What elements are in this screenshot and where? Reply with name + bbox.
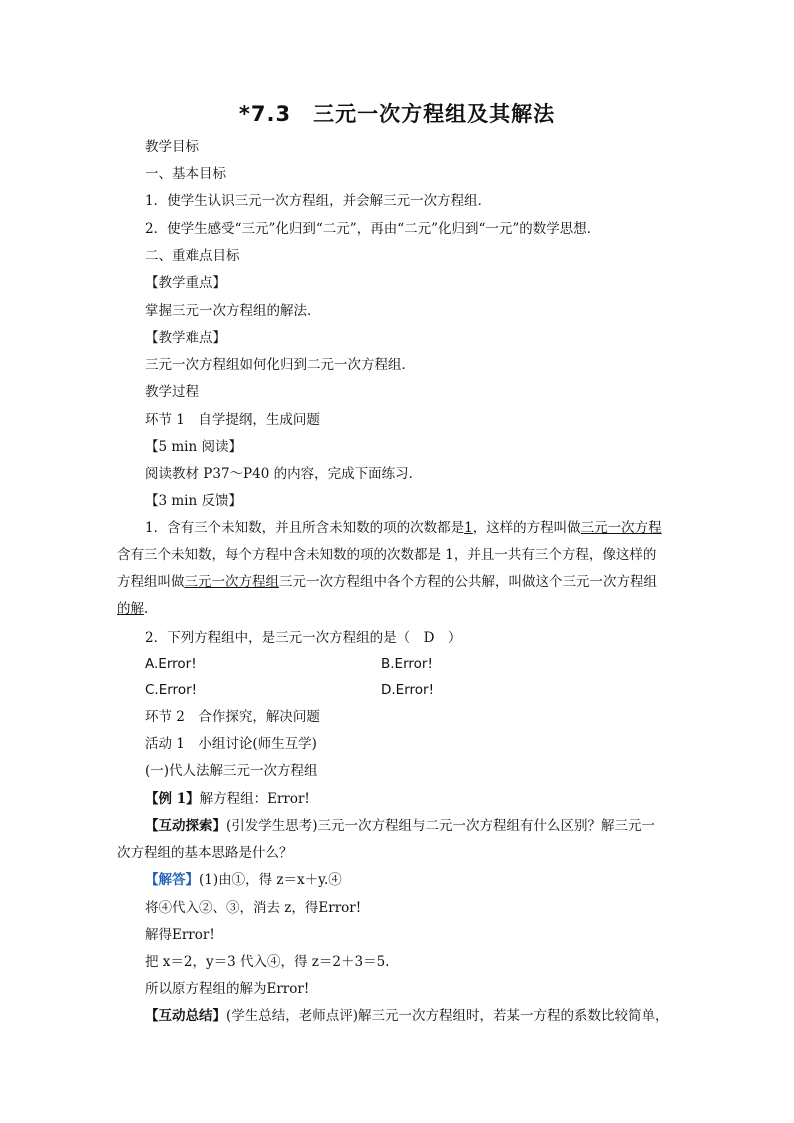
question-1-line-2: 含有三个未知数，每个方程中含未知数的项的次数都是 1，并且一共有三个方程，像这样的 <box>117 547 657 563</box>
text: 方程组叫做 <box>117 574 185 590</box>
option-d: D.Error! <box>381 682 435 698</box>
text: 1．含有三个未知数，并且所含未知数的项的次数都是 <box>145 520 465 536</box>
text: (引发学生思考)三元一次方程组与二元一次方程组有什么区别？解三元一 <box>226 818 656 834</box>
paragraph: 1．使学生认识三元一次方程组，并会解三元一次方程组． <box>145 193 492 209</box>
paragraph: 掌握三元一次方程组的解法． <box>145 303 321 319</box>
question-1-line-4 <box>117 600 677 618</box>
explore-line-1 <box>145 817 655 835</box>
solution-step: 把 x＝2，y＝3 代入④，得 z＝2＋3＝5. <box>145 954 390 970</box>
page-title: *7.3 三元一次方程组及其解法 <box>238 102 556 126</box>
answer-blank: 三元一次方程 <box>580 520 662 536</box>
solution-step: 解得Error! <box>145 927 215 943</box>
answer-blank: 1 <box>464 520 473 536</box>
section-heading: 教学目标 <box>145 139 199 155</box>
section-heading: 【教学难点】 <box>145 330 226 346</box>
paragraph: 阅读教材 P37～P40 的内容，完成下面练习． <box>145 466 423 482</box>
question-1-line-1 <box>145 519 662 537</box>
summary-label: 【互动总结】 <box>145 1008 226 1024</box>
summary-line <box>145 1007 669 1025</box>
section-heading: 活动 1 小组讨论(师生互学) <box>145 736 317 752</box>
text: 解方程组：Error! <box>199 791 310 807</box>
answer-label: 【解答】 <box>145 872 199 888</box>
question-1-line-3 <box>117 573 677 591</box>
text: (学生总结，老师点评)解三元一次方程组时，若某一方程的系数比较简单， <box>226 1008 669 1024</box>
solution-step: 将④代入②、③，消去 z，得Error! <box>145 900 362 916</box>
solution-step: 所以原方程组的解为Error! <box>145 981 310 997</box>
text: . <box>144 601 149 617</box>
section-heading: 一、基本目标 <box>145 166 226 182</box>
section-heading: (一)代人法解三元一次方程组 <box>145 763 318 779</box>
section-heading: 【5 min 阅读】 <box>145 439 242 455</box>
section-heading: 环节 1 自学提纲，生成问题 <box>145 412 320 428</box>
paragraph: 2．使学生感受“三元”化归到“二元”，再由“二元”化归到“一元”的数学思想． <box>145 221 601 237</box>
section-heading: 教学过程 <box>145 384 199 400</box>
explore-line-2: 次方程组的基本思路是什么？ <box>117 845 293 861</box>
section-heading: 二、重难点目标 <box>145 248 240 264</box>
question-2: 2．下列方程组中，是三元一次方程组的是（ D ） <box>145 630 462 646</box>
section-heading: 【教学重点】 <box>145 275 226 291</box>
explore-label: 【互动探索】 <box>145 818 226 834</box>
example-label: 【例 1】 <box>145 791 200 807</box>
option-a: A.Error! <box>145 656 197 672</box>
section-heading: 【3 min 反馈】 <box>145 493 242 509</box>
text: 三元一次方程组中各个方程的公共解，叫做这个三元一次方程组 <box>279 574 657 590</box>
answer-line <box>145 871 342 889</box>
answer-blank: 的解 <box>117 601 144 617</box>
section-heading: 环节 2 合作探究，解决问题 <box>145 709 320 725</box>
answer-blank: 三元一次方程组 <box>184 574 279 590</box>
text: ，这样的方程叫做 <box>472 520 581 536</box>
option-b: B.Error! <box>381 656 433 672</box>
paragraph: 三元一次方程组如何化归到二元一次方程组． <box>145 357 415 373</box>
text: (1)由①，得 z＝x＋y.④ <box>199 872 342 888</box>
option-c: C.Error! <box>145 682 198 698</box>
example-1 <box>145 790 310 808</box>
